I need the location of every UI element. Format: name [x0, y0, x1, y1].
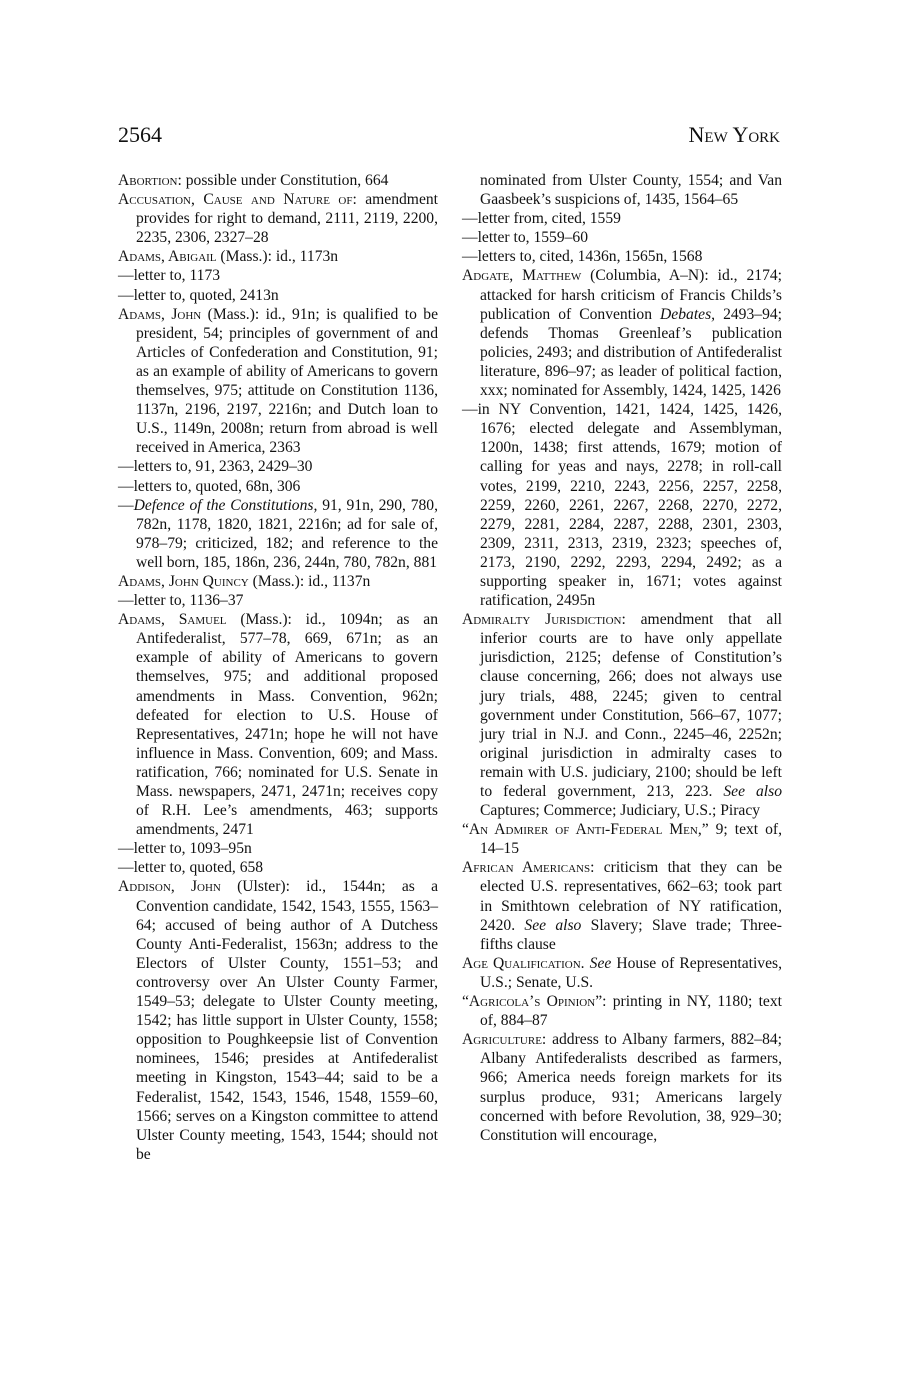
entry-heading: Agricola’s Opinion [468, 993, 596, 1011]
entry-text: (Mass.): id., 1173n [216, 248, 339, 266]
index-entry [118, 457, 438, 476]
entry-text: —letter to, 1559–60 [462, 229, 589, 247]
entry-heading: Adams, Samuel [118, 611, 227, 629]
index-entry [462, 954, 782, 992]
entry-text-tail: Captures; Commerce; Judiciary, U.S.; Piracy [480, 802, 761, 820]
index-entry [118, 266, 438, 285]
index-entry [462, 820, 782, 858]
entry-heading: Adams, John Quincy [118, 572, 249, 590]
entry-text: —letters to, 91, 2363, 2429–30 [118, 458, 313, 476]
page-header [118, 122, 780, 152]
entry-italic: See also [524, 916, 582, 934]
entry-text: 91, 91n, 290, 780, 782n, 1178, 1820, 1821, 2216n; ad for sale of, 978–79; criticized, 182; and reference to the well born, 185, 186n, 236, 244n, 780, 782n, 881 [136, 496, 438, 571]
entry-text: : address to Albany farmers, 882–84; Albany Antifederalists described as farmers, 966; America needs foreign markets for its surplus produce, 931; Americans largely concerned with before Revolution, 38, 929–30; Constitution will encourage, [480, 1031, 782, 1144]
index-entry [118, 477, 438, 496]
index-entry [462, 400, 782, 610]
entry-text: —letter to, 1173 [118, 267, 221, 285]
entry-heading: Adgate, Matthew [462, 267, 582, 285]
index-entry [118, 286, 438, 305]
index-entry [462, 228, 782, 247]
index-entry [462, 247, 782, 266]
entry-italic: Debates, [660, 305, 716, 323]
entry-text: —letters to, quoted, 68n, 306 [118, 477, 301, 495]
entry-prefix: “ [462, 821, 469, 839]
index-entry [118, 247, 438, 266]
index-entry [462, 1030, 782, 1145]
entry-heading: Agriculture [462, 1031, 542, 1049]
entry-text: —letter to, quoted, 2413n [118, 286, 279, 304]
index-entry [118, 839, 438, 858]
index-entry [118, 572, 438, 591]
entry-text: —letters to, cited, 1436n, 1565n, 1568 [462, 248, 703, 266]
entry-heading: Abortion [118, 172, 178, 189]
entry-prefix: — [118, 496, 134, 514]
entry-title-italic: Defence of the Constitutions, [133, 496, 318, 514]
entry-text: (Columbia, A–N): id., 2174; attacked for harsh criticism of Francis Childs’s publication of Convention [480, 267, 783, 323]
entry-text: —letter to, 1093–95n [118, 840, 252, 858]
entry-text: —letter to, quoted, 658 [118, 859, 264, 877]
entry-heading: Admiralty Jurisdiction [462, 611, 622, 629]
entry-text: (Mass.): id., 1137n [248, 572, 371, 590]
index-entry [118, 190, 438, 247]
index-entry [462, 610, 782, 820]
entry-text: : criticism that they can be elected U.S. representatives, 662–63; took part in Smithtown celebration of NY ratification, 2420. [480, 859, 782, 934]
entry-text: (Ulster): id., 1544n; as a Convention candidate, 1542, 1543, 1555, 1563–64; accused of being author of A Dutchess County Anti-Federalist, 1563n; address to the Electors of Ulster County, 1551–53; and controversy over An Ulster County Farmer, 1549–53; delegate to Ulster County meeting, 1542; has little support in Ulster County, 1558; opposition to Poughkeepsie list of Convention nominees, 1546; presides at Antifederalist meeting in Kingston, 1543–44; said to be a Federalist, 1542, 1543, 1546, 1548, 1559–60, 1566; serves on a Kingston committee to attend Ulster County meeting, 1543, 1544; should not be [136, 878, 438, 1163]
index-entry [462, 266, 782, 400]
entry-text-tail: Slavery; Slave trade; Three-fifths clause [480, 916, 782, 953]
entry-heading: Accusation, Cause and Nature of [118, 191, 353, 209]
entry-text: ,” 9; text of, 14–15 [480, 821, 783, 858]
entry-heading: Adams, John [118, 305, 202, 323]
index-entry [118, 610, 438, 839]
entry-prefix: “ [462, 993, 469, 1011]
entry-italic: See [589, 954, 612, 972]
page-number: 2564 [118, 122, 162, 147]
entry-heading: Addison, John [118, 878, 221, 896]
entry-heading: Age Qualification [462, 954, 581, 972]
entry-heading: African Americans [462, 859, 591, 877]
entry-text: : amendment provides for right to demand, 2111, 2119, 2200, 2235, 2306, 2327–28 [136, 191, 438, 247]
index-column-left [118, 171, 438, 1164]
index-column-right [462, 171, 782, 1145]
entry-heading: An Admirer of Anti-Federal Men [468, 821, 698, 839]
entry-text: (Mass.): id., 1094n; as an Antifederalist, 577–78, 669, 671n; as an example of ability of Americans to govern themselves, 975; and additional proposed amendments in Mass. Convention, 962n; defeated for election to U.S. House of Representatives, 2471n; hope he will not have influence in Mass. Convention, 609; and Mass. ratification, 766; nominated for U.S. Senate in Mass. newspapers, 2471, 2471n; receives copy of R.H. Lee’s amendments, 463; supports amendments, 2471 [136, 611, 439, 839]
entry-text: —letter from, cited, 1559 [462, 210, 621, 228]
entry-text: nominated from Ulster County, 1554; and Van Gaasbeek’s suspicions of, 1435, 1564–65 [480, 172, 782, 209]
entry-text: ”: printing in NY, 1180; text of, 884–87 [480, 993, 782, 1030]
index-entry [118, 171, 438, 190]
index-entry-continued [462, 171, 782, 209]
index-entry [118, 591, 438, 610]
entry-text: —in NY Convention, 1421, 1424, 1425, 1426, 1676; elected delegate and Assemblyman, 1200n, 1438; first attends, 1679; motion of calling for yeas and nays, 2278; in roll-call votes, 2199, 2210, 2243, 2256, 2257, 2258, 2259, 2260, 2261, 2267, 2268, 2270, 2272, 2279, 2281, 2284, 2287, 2288, 2301, 2303, 2309, 2311, 2313, 2319, 2323; speeches of, 2173, 2190, 2292, 2293, 2294, 2492; as a supporting speaker in, 1671; votes against ratification, 2495n [462, 401, 782, 610]
entry-text-tail: House of Representatives, U.S.; Senate, U.S. [480, 954, 782, 991]
entry-text-tail: 2493–94; defends Thomas Greenleaf’s publication policies, 2493; and distribution of Antifederalist literature, 896–97; as leader of political faction, xxx; nominated for Assembly, 1424, 1425, 1426 [480, 305, 782, 400]
index-entry [118, 305, 438, 458]
entry-italic: See also [723, 783, 782, 800]
entry-text: : possible under Constitution, 664 [177, 172, 389, 189]
entry-text: —letter to, 1136–37 [118, 592, 244, 610]
index-entry [462, 209, 782, 228]
index-entry [118, 877, 438, 1163]
index-entry [118, 858, 438, 877]
index-entry [462, 858, 782, 953]
entry-text: (Mass.): id., 91n; is qualified to be president, 54; principles of government of and Articles of Confederation and Constitution, 91; as an example of ability of Americans to govern themselves, 975; attitude on Constitution 1136, 1137n, 2196, 2197, 2216n; and Dutch loan to U.S., 1149n, 2008n; return from abroad is well received in America, 2363 [136, 305, 438, 457]
entry-heading: Adams, Abigail [118, 248, 217, 266]
index-entry [462, 992, 782, 1030]
entry-text: : amendment that all inferior courts are to have only appellate jurisdiction, 2125; defense of Constitution’s clause concerning, 266; does not always use jury trials, 488, 2245; given to central government under Constitution, 566–67, 1077; jury trial in N.J. and Conn., 2245–46, 2252n; original jurisdiction in admiralty cases to remain with U.S. judiciary, 2100; should be left to federal government, 213, 223. [480, 611, 783, 800]
index-entry [118, 496, 438, 572]
entry-text: . [580, 954, 590, 972]
running-head: New York [688, 122, 780, 147]
